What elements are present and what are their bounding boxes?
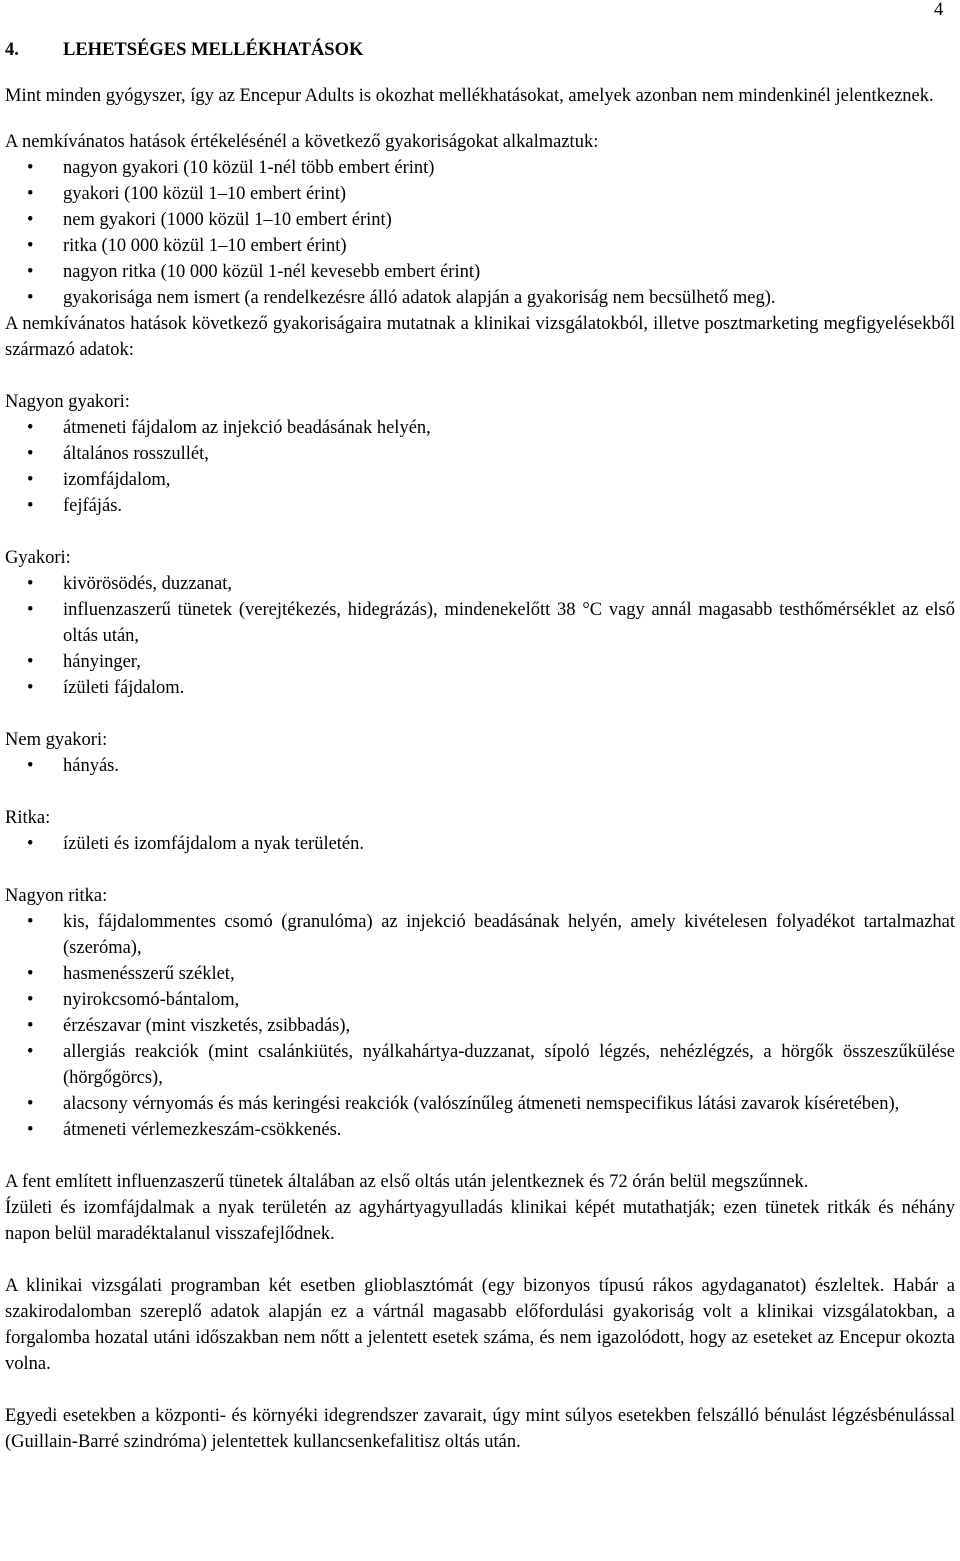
list-item: • nyirokcsomó-bántalom, — [5, 987, 955, 1013]
list-item: • általános rosszullét, — [5, 441, 955, 467]
list-item: • fejfájás. — [5, 493, 955, 519]
group-heading: Nagyon ritka: — [5, 886, 108, 906]
group-list — [5, 909, 955, 1143]
group-list — [5, 415, 955, 519]
list-item: • kis, fájdalommentes csomó (granulóma) az injekció beadásának helyén, amely kivételesen folyadékot tartalmazhat (szeróma), — [5, 909, 955, 961]
frequency-list — [5, 155, 955, 311]
list-item: • nagyon gyakori (10 közül 1-nél több embert érint) — [5, 155, 955, 181]
list-item: • érzészavar (mint viszketés, zsibbadás), — [5, 1013, 955, 1039]
document-content — [5, 37, 955, 1455]
section-heading — [5, 37, 955, 63]
data-intro-paragraph: A nemkívánatos hatások következő gyakoriságaira mutatnak a klinikai vizsgálatokból, illetve posztmarketing megfigyelésekből származó adatok: — [5, 314, 955, 360]
paragraph-guillain-barre: Egyedi esetekben a központi- és környéki idegrendszer zavarait, úgy mint súlyos esetekben felszálló bénulást légzésbénulással (Guillain-Barré szindróma) jelentettek kullancsenkefalitisz oltás után. — [5, 1406, 955, 1452]
list-item: • nem gyakori (1000 közül 1–10 embert érint) — [5, 207, 955, 233]
paragraph-flu-symptoms: A fent említett influenzaszerű tünetek általában az első oltás után jelentkeznek és 72 órán belül megszűnnek. — [5, 1172, 809, 1192]
paragraph-neck-pain: Ízületi és izomfájdalmak a nyak területén az agyhártyagyulladás klinikai képét mutathatják; ezen tünetek ritkák és néhány napon belül maradéktalanul visszafejlődnek. — [5, 1198, 955, 1244]
list-item: • hányinger, — [5, 649, 955, 675]
list-item: • gyakori (100 közül 1–10 embert érint) — [5, 181, 955, 207]
group-list — [5, 571, 955, 701]
list-item: • nagyon ritka (10 000 közül 1-nél kevesebb embert érint) — [5, 259, 955, 285]
list-item: • alacsony vérnyomás és más keringési reakciók (valószínűleg átmeneti nemspecifikus látási zavarok kíséretében), — [5, 1091, 955, 1117]
group-heading: Nem gyakori: — [5, 730, 108, 750]
list-item: • gyakorisága nem ismert (a rendelkezésre álló adatok alapján a gyakoriság nem becsülhető meg). — [5, 285, 955, 311]
list-item: • ízületi fájdalom. — [5, 675, 955, 701]
frequency-intro: A nemkívánatos hatások értékelésénél a következő gyakoriságokat alkalmaztuk: — [5, 132, 599, 152]
group-list — [5, 831, 955, 857]
list-item: • ritka (10 000 közül 1–10 embert érint) — [5, 233, 955, 259]
list-item: • hányás. — [5, 753, 955, 779]
list-item: • izomfájdalom, — [5, 467, 955, 493]
list-item: • átmeneti fájdalom az injekció beadásának helyén, — [5, 415, 955, 441]
section-number: 4. — [5, 40, 19, 60]
list-item: • influenzaszerű tünetek (verejtékezés, hidegrázás), mindenekelőtt 38 °C vagy annál magasabb testhőmérséklet az első oltás után, — [5, 597, 955, 649]
list-item: • ízületi és izomfájdalom a nyak területén. — [5, 831, 955, 857]
page-number: 4 — [934, 0, 944, 20]
group-heading: Nagyon gyakori: — [5, 392, 130, 412]
group-list — [5, 753, 955, 779]
intro-paragraph: Mint minden gyógyszer, így az Encepur Adults is okozhat mellékhatásokat, amelyek azonban nem mindenkinél jelentkeznek. — [5, 86, 934, 106]
list-item: • hasmenésszerű széklet, — [5, 961, 955, 987]
section-title: LEHETSÉGES MELLÉKHATÁSOK — [63, 40, 364, 60]
list-item: • átmeneti vérlemezkeszám-csökkenés. — [5, 1117, 955, 1143]
group-heading: Ritka: — [5, 808, 51, 828]
list-item: • kivörösödés, duzzanat, — [5, 571, 955, 597]
list-item: • allergiás reakciók (mint csalánkiütés, nyálkahártya-duzzanat, sípoló légzés, nehézlégzés, a hörgők összeszűkülése (hörgőgörcs), — [5, 1039, 955, 1091]
paragraph-glioblastoma: A klinikai vizsgálati programban két esetben glioblasztómát (egy bizonyos típusú rákos agydaganatot) észleltek. Habár a szakirodalomban szereplő adatok alapján ez a vártnál magasabb előfordulási gyakoriság volt a klinikai vizsgálatokban, a forgalomba hozatal utáni időszakban nem nőtt a jelentett esetek száma, és nem igazolódott, hogy az eseteket az Encepur okozta volna. — [5, 1276, 955, 1374]
group-heading: Gyakori: — [5, 548, 71, 568]
